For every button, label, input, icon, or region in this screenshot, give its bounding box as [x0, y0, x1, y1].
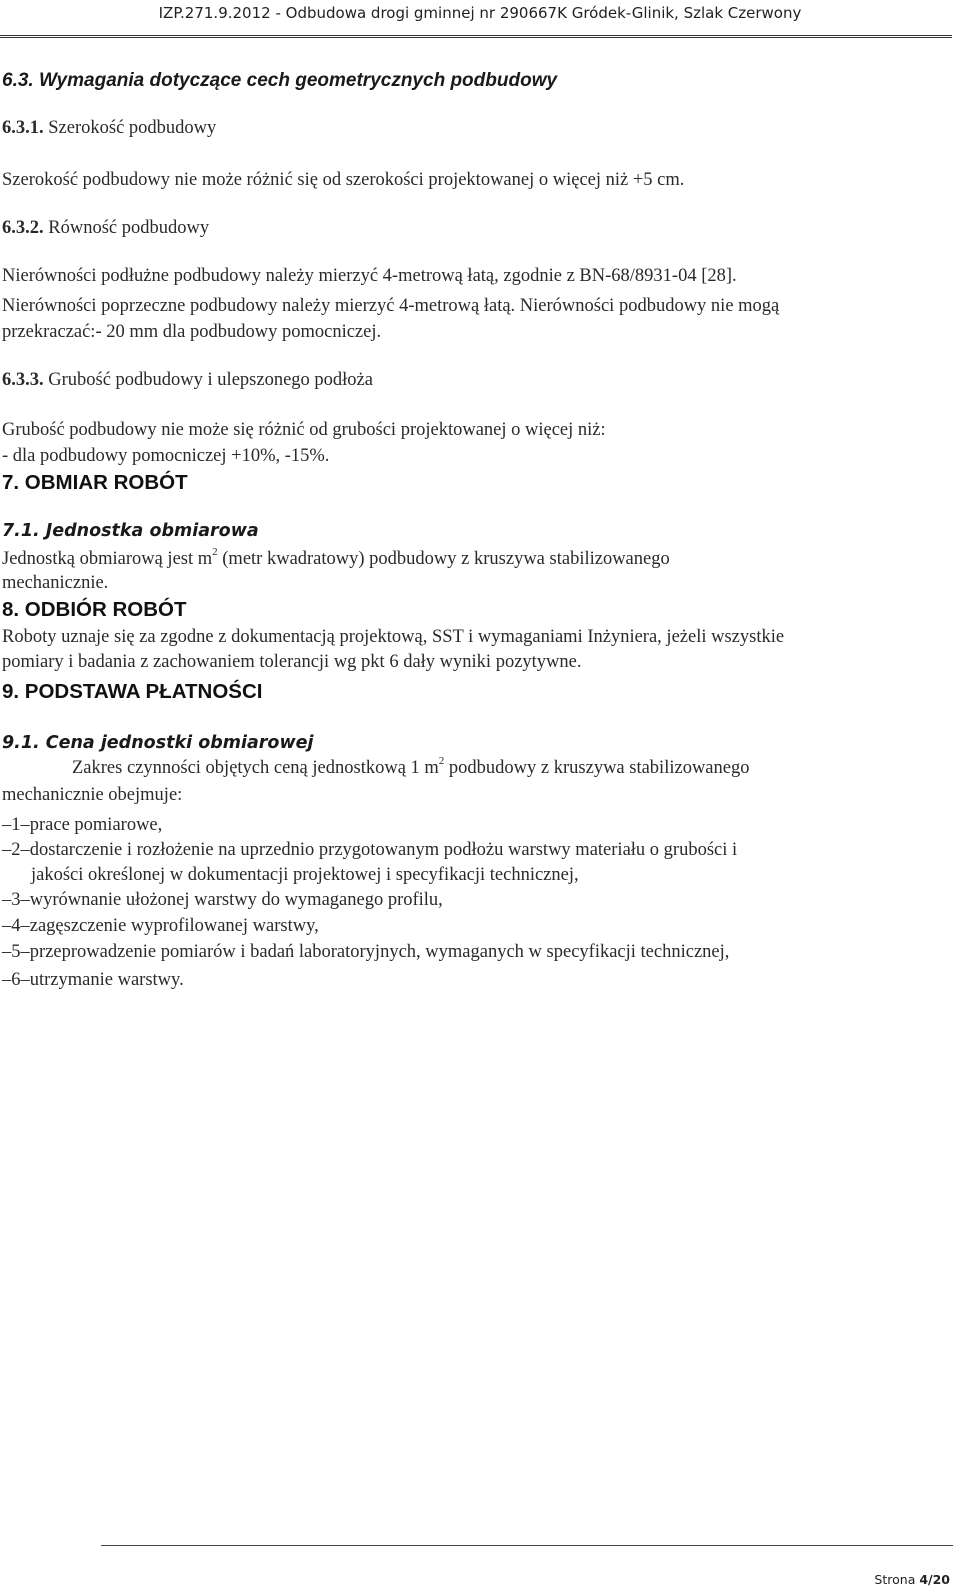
section-6-3-1-heading — [2, 118, 216, 139]
list-item-text: prace pomiarowe, — [29, 815, 163, 835]
list-item-number: 5 — [11, 942, 21, 962]
section-6-3-2-line-3: przekraczać:- 20 mm dla podbudowy pomocniczej. — [2, 322, 382, 342]
section-6-3-3-line-2: - dla podbudowy pomocniczej +10%, -15%. — [2, 446, 330, 466]
section-9-1-intro-line-1 — [72, 755, 750, 779]
page-label: Strona — [874, 1572, 920, 1587]
section-7-1-line-2: mechanicznie. — [2, 573, 109, 593]
section-number: 6.3.1. — [2, 118, 44, 138]
list-item-number: 1 — [11, 815, 21, 835]
section-6-3-1-text: Szerokość podbudowy nie może różnić się od szerokości projektowanej o więcej niż +5 cm. — [2, 170, 685, 190]
section-title: Równość podbudowy — [43, 218, 210, 238]
text-span: Jednostką obmiarową jest m — [2, 549, 213, 569]
section-6-3-2-line-2: Nierówności poprzeczne podbudowy należy mierzyć 4-metrową łatą. Nierówności podbudowy nie mogą — [2, 296, 780, 316]
text-span: (metr kwadratowy) podbudowy z kruszywa stabilizowanego — [217, 549, 670, 569]
list-item: –1–prace pomiarowe, — [2, 815, 163, 835]
list-item-text: utrzymanie warstwy. — [29, 970, 184, 990]
section-number: 6.3.3. — [2, 370, 44, 390]
text-span: podbudowy z kruszywa stabilizowanego — [444, 758, 750, 778]
list-item-number: 2 — [11, 840, 21, 860]
page-footer — [874, 1572, 950, 1587]
list-item-text: wyrównanie ułożonej warstwy do wymaganego profilu, — [29, 890, 443, 910]
superscript: 2 — [212, 546, 218, 558]
section-6-3-3-line-1: Grubość podbudowy nie może się różnić od grubości projektowanej o więcej niż: — [2, 420, 606, 440]
section-6-3-3-heading — [2, 370, 373, 391]
section-7-1-line-1 — [2, 546, 670, 570]
list-item: –2–dostarczenie i rozłożenie na uprzednio przygotowanym podłożu warstwy materiału o grubości i — [2, 840, 738, 860]
list-item: –5–przeprowadzenie pomiarów i badań laboratoryjnych, wymaganych w specyfikacji technicznej, — [2, 942, 730, 962]
section-7-1-heading: 7.1. Jednostka obmiarowa — [2, 521, 259, 541]
section-6-3-heading: 6.3. Wymagania dotyczące cech geometrycznych podbudowy — [2, 70, 558, 91]
list-item-number: 6 — [11, 970, 21, 990]
list-item-number: 3 — [11, 890, 21, 910]
list-item: –3–wyrównanie ułożonej warstwy do wymaganego profilu, — [2, 890, 443, 910]
section-7-heading: 7. OBMIAR ROBÓT — [2, 471, 188, 494]
list-item: –4–zagęszczenie wyprofilowanej warstwy, — [2, 916, 319, 936]
section-title: Grubość podbudowy i ulepszonego podłoża — [43, 370, 373, 390]
header-divider — [0, 35, 952, 38]
list-item-text: zagęszczenie wyprofilowanej warstwy, — [29, 916, 319, 936]
section-6-3-2-line-1: Nierówności podłużne podbudowy należy mierzyć 4-metrową łatą, zgodnie z BN-68/8931-04 [28]. — [2, 266, 737, 286]
page-number: 4/20 — [919, 1572, 950, 1587]
list-item: –6–utrzymanie warstwy. — [2, 970, 184, 990]
section-9-heading: 9. PODSTAWA PŁATNOŚCI — [2, 680, 263, 703]
section-8-line-2: pomiary i badania z zachowaniem tolerancji wg pkt 6 dały wyniki pozytywne. — [2, 652, 582, 672]
page-header: IZP.271.9.2012 - Odbudowa drogi gminnej nr 290667K Gródek-Glinik, Szlak Czerwony — [158, 4, 802, 22]
section-9-1-heading: 9.1. Cena jednostki obmiarowej — [2, 733, 314, 753]
text-span: Zakres czynności objętych ceną jednostkową 1 m — [72, 758, 439, 778]
footer-divider — [101, 1545, 953, 1546]
list-item-number: 4 — [11, 916, 21, 936]
list-item-text: przeprowadzenie pomiarów i badań laboratoryjnych, wymaganych w specyfikacji technicznej, — [29, 942, 730, 962]
superscript: 2 — [438, 755, 445, 767]
section-title: Szerokość podbudowy — [43, 118, 217, 138]
section-6-3-2-heading — [2, 218, 209, 239]
list-item-continuation: jakości określonej w dokumentacji projektowej i specyfikacji technicznej, — [31, 865, 579, 885]
section-8-heading: 8. ODBIÓR ROBÓT — [2, 598, 187, 621]
section-8-line-1: Roboty uznaje się za zgodne z dokumentacją projektową, SST i wymaganiami Inżyniera, jeżeli wszystkie — [2, 627, 785, 647]
section-number: 6.3.2. — [2, 218, 44, 238]
section-9-1-intro-line-2: mechanicznie obejmuje: — [2, 785, 183, 805]
list-item-text: dostarczenie i rozłożenie na uprzednio przygotowanym podłożu warstwy materiału o grubości i — [29, 840, 738, 860]
